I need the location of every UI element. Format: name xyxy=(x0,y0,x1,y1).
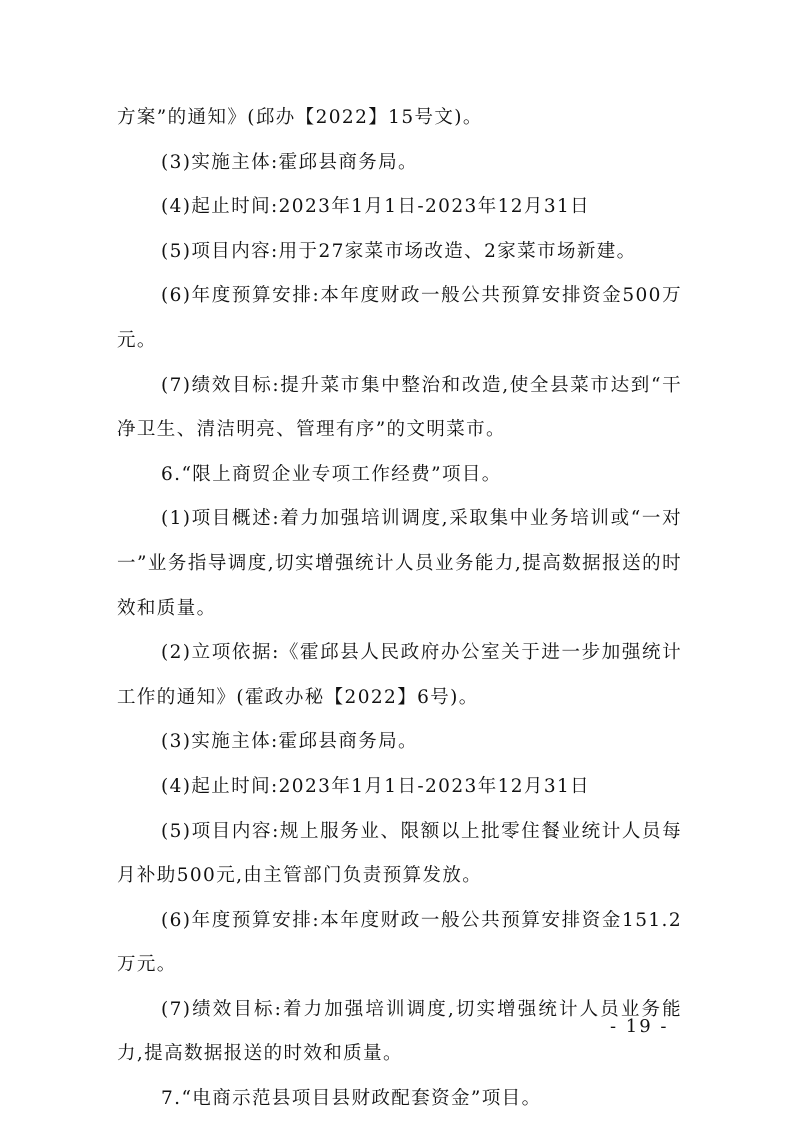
paragraph: (6)年度预算安排:本年度财政一般公共预算安排资金151.2万元。 xyxy=(117,909,682,976)
paragraph: (3)实施主体:霍邱县商务局。 xyxy=(161,731,418,753)
body-text xyxy=(117,96,682,1122)
section-heading: 7.“电商示范县项目县财政配套资金”项目。 xyxy=(161,1088,542,1110)
paragraph: (4)起止时间:2023年1月1日-2023年12月31日 xyxy=(161,775,591,797)
paragraph: (7)绩效目标:提升菜市集中整治和改造,使全县菜市达到“干净卫生、清洁明亮、管理有序”的文明菜市。 xyxy=(117,374,682,441)
page-number: - 19 - xyxy=(610,1016,669,1037)
paragraph: (2)立项依据:《霍邱县人民政府办公室关于进一步加强统计工作的通知》(霍政办秘【2022】6号)。 xyxy=(117,642,682,708)
paragraph: (5)项目内容:规上服务业、限额以上批零住餐业统计人员每月补助500元,由主管部门负责预算发放。 xyxy=(117,820,682,887)
paragraph: (1)项目概述:着力加强培训调度,采取集中业务培训或“一对一”业务指导调度,切实增强统计人员业务能力,提高数据报送的时效和质量。 xyxy=(117,508,682,619)
paragraph: (3)实施主体:霍邱县商务局。 xyxy=(161,151,418,173)
paragraph: (7)绩效目标:着力加强培训调度,切实增强统计人员业务能力,提高数据报送的时效和质量。 xyxy=(117,998,682,1065)
paragraph: 方案”的通知》(邱办【2022】15号文)。 xyxy=(117,107,483,128)
section-heading: 6.“限上商贸企业专项工作经费”项目。 xyxy=(161,463,502,485)
paragraph: (5)项目内容:用于27家菜市场改造、2家菜市场新建。 xyxy=(161,240,637,262)
paragraph: (4)起止时间:2023年1月1日-2023年12月31日 xyxy=(161,196,591,218)
paragraph: (6)年度预算安排:本年度财政一般公共预算安排资金500万元。 xyxy=(117,285,682,351)
